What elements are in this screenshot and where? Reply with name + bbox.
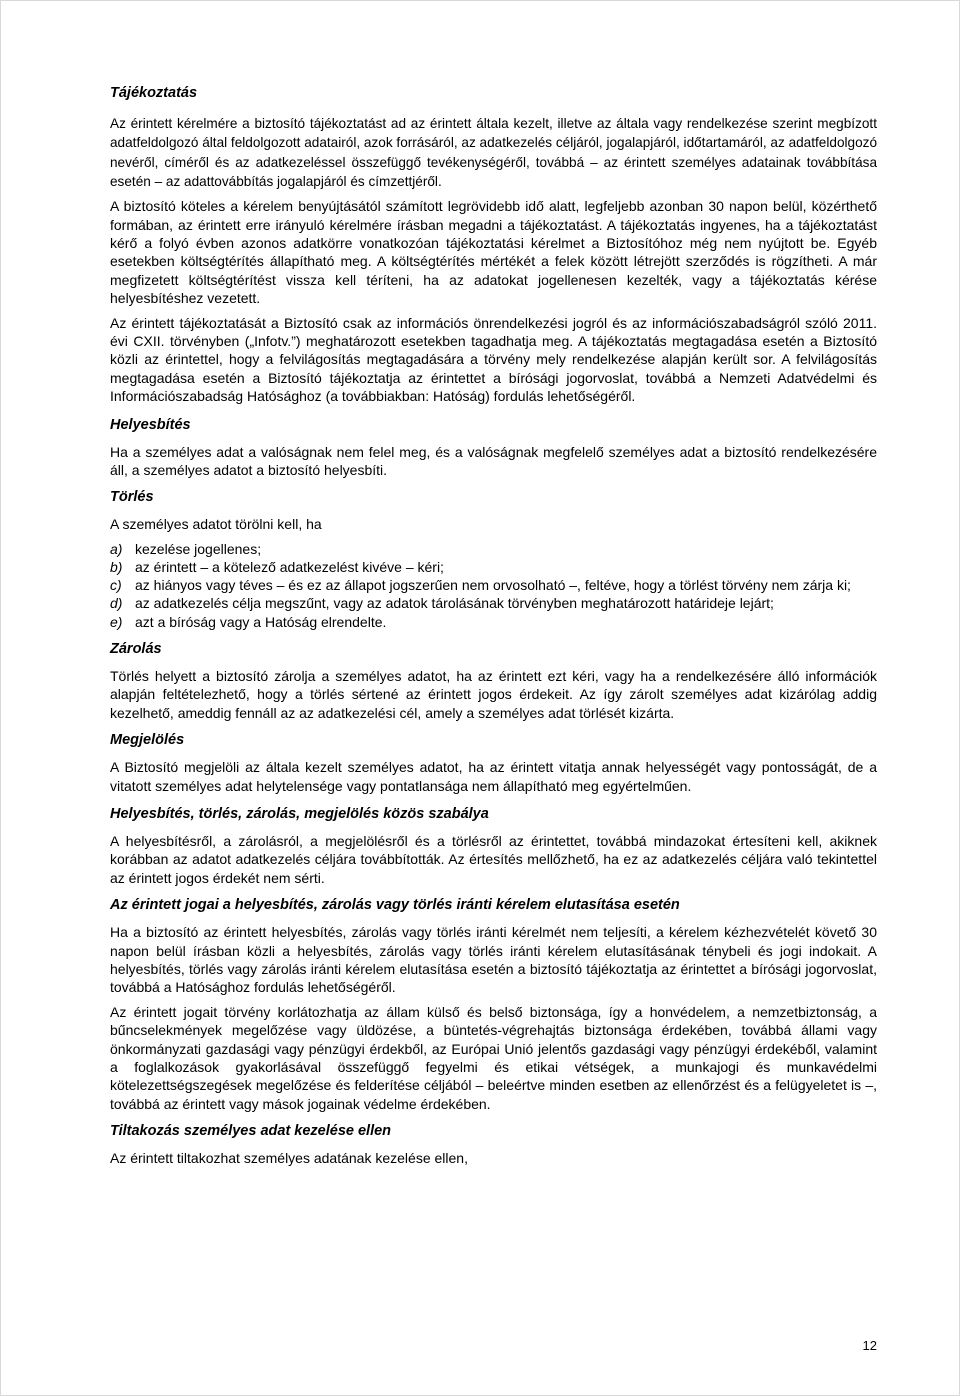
deletion-conditions-list	[110, 540, 877, 631]
heading-kozos-szabaly: Helyesbítés, törlés, zárolás, megjelölés közös szabálya	[110, 805, 489, 822]
paragraph: A helyesbítésről, a zárolásról, a megjelölésről és a törlésről az érintettet, továbbá mindazokat értesíteni kell, akiknek korábban az adatot adatkezelés céljára továbbították. Az értesítés mellőzhető, ha ez az adatkezelés céljára való tekintettel az érintett jogos érdekét nem sérti.	[110, 832, 877, 886]
list-item-text: az adatkezelés célja megszűnt, vagy az adatok tárolásának törvényben meghatározott határideje lejárt;	[135, 595, 774, 612]
paragraph: A Biztosító megjelöli az általa kezelt személyes adatot, ha az érintett vitatja annak helyességét vagy pontosságát, de a vitatott személyes adat helytelensége vagy pontatlansága nem állapítható meg egyértelműen.	[110, 759, 877, 794]
list-item	[110, 594, 877, 612]
page-number: 12	[862, 1338, 877, 1353]
list-item	[110, 613, 877, 631]
paragraph: Ha a személyes adat a valóságnak nem felel meg, és a valóságnak megfelelő személyes adat a biztosító rendelkezésére áll, a személyes adatot a biztosító helyesbíti.	[110, 443, 877, 479]
paragraph: Törlés helyett a biztosító zárolja a személyes adatot, ha az érintett ezt kéri, vagy ha a rendelkezésére álló információk alapján feltételezhető, hogy a törlés sértené az érintett jogos érdekeit. Az így zárolt személyes adat kizárólag addig kezelhető, ameddig fennáll az az adatkezelési cél, amely a személyes adat törlését kizárta.	[110, 667, 877, 721]
list-item-text: kezelése jogellenes;	[135, 540, 262, 557]
heading-zarolas: Zárolás	[110, 640, 162, 657]
heading-elutasitas: Az érintett jogai a helyesbítés, zárolás vagy törlés iránti kérelem elutasítása esetén	[110, 897, 680, 914]
paragraph: Ha a biztosító az érintett helyesbítés, zárolás vagy törlés iránti kérelmét nem teljesíti, a kérelem kézhezvételét követő 30 napon belül írásban közli a helyesbítés, zárolás vagy törlés iránti kérelem elutasításának ténybeli és jogi indokait. A helyesbítés, törlés vagy zárolás iránti kérelem elutasítása esetén a biztosító tájékoztatja az érintettet a bírósági jogorvoslat, továbbá a Hatósághoz fordulás lehetőségéről.	[110, 924, 877, 996]
heading-tajekoztatas: Tájékoztatás	[110, 85, 198, 101]
heading-helyesbites: Helyesbítés	[110, 416, 191, 433]
list-item	[110, 540, 877, 558]
heading-torles: Törlés	[110, 489, 154, 506]
list-marker: c)	[110, 577, 122, 594]
list-item-text: az hiányos vagy téves – és ez az állapot jogszerűen nem orvosolható –, feltéve, hogy a törlést törvény nem zárja ki;	[135, 577, 851, 594]
paragraph: Az érintett jogait törvény korlátozhatja az állam külső és belső biztonsága, így a honvédelem, a nemzetbiztonság, a bűncselekmények megelőzése vagy üldözése, a büntetés-végrehajtás biztonsága érdekében, továbbá állami vagy önkormányzati gazdasági vagy pénzügyi érdekből, az Európai Unió jelentős gazdasági vagy pénzügyi érdekéből, valamint a foglalkozások gyakorlásával összefüggő fegyelmi és etikai vétségek, a munkajogi és munkavédelmi kötelezettségszegések megelőzése és felderítése céljából – beleértve minden esetben az ellenőrzést és a felügyeletet is –, továbbá az érintett vagy mások jogainak védelme érdekében.	[110, 1003, 877, 1112]
list-marker: b)	[110, 559, 123, 576]
paragraph: Az érintett kérelmére a biztosító tájékoztatást ad az érintett általa kezelt, illetve az általa vagy rendelkezése szerint megbízott adatfeldolgozó által feldolgozott adatairól, azok forrásáról, az adatkezelés céljáról, jogalapjáról, időtartamáról, az adatfeldolgozó nevéről, címéről és az adatkezeléssel összefüggő tevékenységéről, továbbá – az érintett személyes adatainak továbbítása esetén – az adattovábbítás jogalapjáról és címzettjéről.	[110, 116, 877, 189]
paragraph: A személyes adatot törölni kell, ha	[110, 516, 322, 533]
paragraph: Az érintett tiltakozhat személyes adatának kezelése ellen,	[110, 1150, 468, 1167]
paragraph: A biztosító köteles a kérelem benyújtásától számított legrövidebb idő alatt, legfeljebb azonban 30 napon belül, közérthető formában, az érintett erre irányuló kérelmére írásban megadni a tájékoztatást. A tájékoztatás ingyenes, ha a tájékoztatást kérő a folyó évben azonos adatkörre vonatkozóan tájékoztatási kérelmet a Biztosítóhoz még nem nyújtott be. Egyéb esetekben költségtérítés állapítható meg. A költségtérítés mértékét a felek között létrejött szerződés is rögzítheti. A már megfizetett költségtérítést vissza kell téríteni, ha az adatokat jogellenesen kezelték, vagy a tájékoztatás kérése helyesbítéshez vezetett.	[110, 198, 877, 307]
document-content	[110, 83, 877, 1168]
list-item-text: azt a bíróság vagy a Hatóság elrendelte.	[135, 613, 387, 630]
list-marker: e)	[110, 613, 123, 630]
heading-tiltakozas: Tiltakozás személyes adat kezelése ellen	[110, 1123, 392, 1140]
list-item	[110, 558, 877, 576]
list-item	[110, 576, 877, 594]
list-item-text: az érintett – a kötelező adatkezelést kivéve – kéri;	[135, 559, 444, 576]
list-marker: a)	[110, 540, 123, 557]
heading-megjeloles: Megjelölés	[110, 732, 185, 749]
list-marker: d)	[110, 595, 123, 612]
paragraph: Az érintett tájékoztatását a Biztosító csak az információs önrendelkezési jogról és az információszabadságról szóló 2011. évi CXII. törvényben („Infotv.”) meghatározott esetekben tagadhatja meg. A tájékoztatás megtagadása esetén a Biztosító közli az érintettel, hogy a felvilágosítás megtagadására a törvény mely rendelkezése alapján került sor. A felvilágosítás megtagadása esetén a Biztosító tájékoztatja az érintettet a bírósági jogorvoslat, továbbá a Nemzeti Adatvédelmi és Információszabadság Hatósághoz (a továbbiakban: Hatóság) fordulás lehetőségéről.	[110, 314, 877, 405]
